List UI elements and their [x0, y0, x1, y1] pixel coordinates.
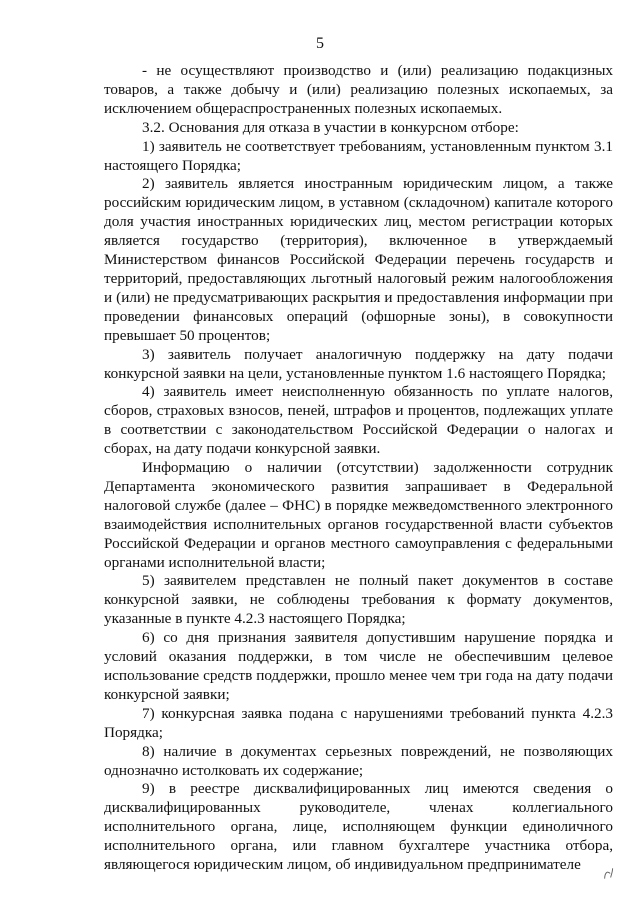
paragraph-section-3-2-heading: 3.2. Основания для отказа в участии в конкурсном отборе:	[142, 118, 519, 136]
page-number: 5	[316, 35, 324, 52]
paragraph-reason-8: 8) наличие в документах серьезных повреждений, не позволяющих однозначно истолковать их содержание;	[104, 742, 613, 779]
paragraph-reason-4: 4) заявитель имеет неисполненную обязанность по уплате налогов, сборов, страховых взносов, пеней, штрафов и процентов, подлежащих уплате в соответствии с законодательством Российской Федерации о налогах и сборах, на дату подачи конкурсной заявки.	[104, 383, 613, 458]
paragraph-reason-7: 7) конкурсная заявка подана с нарушениями требований пункта 4.2.3 Порядка;	[104, 704, 613, 741]
paragraph-reason-1: 1) заявитель не соответствует требованиям, установленным пунктом 3.1 настоящего Порядка;	[104, 137, 613, 174]
paragraph-reason-6: 6) со дня признания заявителя допустившим нарушение порядка и условий оказания поддержки, в том числе не обеспечившим целевое использование средств поддержки, прошло менее чем три года на дату подачи конкурсной заявки;	[104, 629, 613, 703]
scribble-icon	[598, 864, 619, 885]
paragraph-tax-info: Информацию о наличии (отсутствии) задолженности сотрудник Департамента экономического развития запрашивает в Федеральной налоговой службе (далее – ФНС) в порядке межведомственного электронного взаимодействия исполнительных органов государственной власти субъектов Российской Федерации и органов местного самоуправления с федеральными органами исполнительной власти;	[104, 459, 613, 571]
document-body	[104, 62, 613, 875]
handwritten-mark-icon	[598, 864, 620, 888]
paragraph-reason-9: 9) в реестре дисквалифицированных лиц имеются сведения о дисквалифицированных руководителе, членах коллегиального исполнительного органа, лице, исполняющем функции единоличного исполнительного органа, или главном бухгалтере участника отбора, являющегося юридическим лицом, об индивидуальном предпринимателе	[104, 780, 613, 874]
paragraph-excise-condition: - не осуществляют производство и (или) реализацию подакцизных товаров, а также добычу и (или) реализацию полезных ископаемых, за исключением общераспространенных полезных ископаемых.	[104, 62, 613, 117]
paragraph-reason-5: 5) заявителем представлен не полный пакет документов в составе конкурсной заявки, не соблюдены требования к формату документов, указанные в пункте 4.2.3 настоящего Порядка;	[104, 572, 613, 628]
paragraph-reason-3: 3) заявитель получает аналогичную поддержку на дату подачи конкурсной заявки на цели, установленные пунктом 1.6 настоящего Порядка;	[104, 345, 613, 382]
paragraph-reason-2: 2) заявитель является иностранным юридическим лицом, а также российским юридическим лицом, в уставном (складочном) капитале которого доля участия иностранных юридических лиц, местом регистрации которых является государство (территория), включенное в утверждаемый Министерством финансов Российской Федерации перечень государств и территорий, предоставляющих льготный налоговый режим налогообложения и (или) не предусматривающих раскрытия и предоставления информации при проведении финансовых операций (офшорные зоны), в совокупности превышает 50 процентов;	[104, 175, 613, 344]
